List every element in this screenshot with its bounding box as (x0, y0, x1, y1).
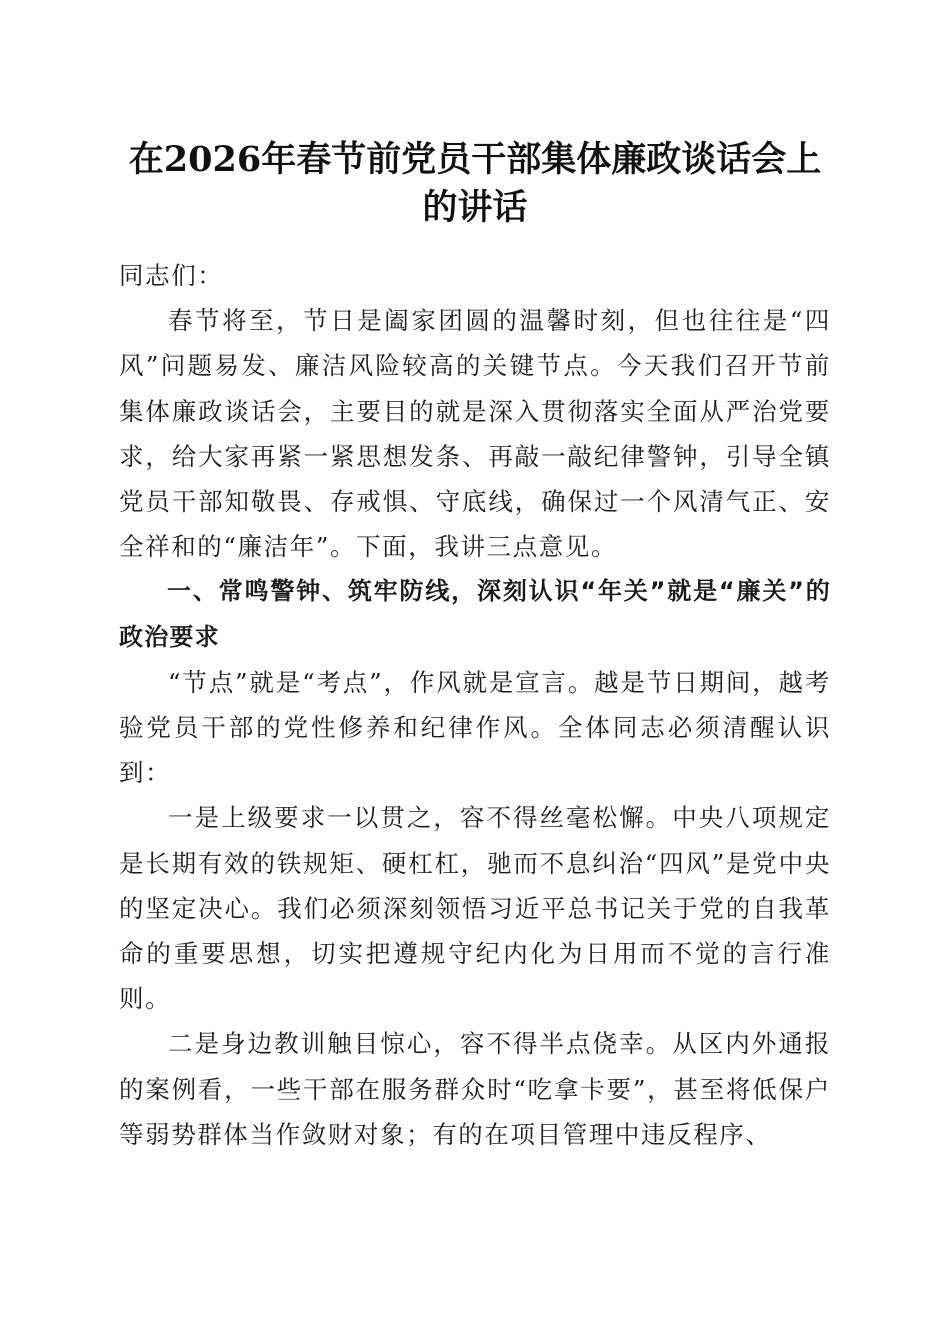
salutation: 同志们： (119, 261, 224, 290)
point-2-text: 从区内外通报的案例看，一些干部在服务群众时“吃拿卡要”，甚至将低保户等弱势群体当作敛财对象；有的在项目管理中违反程序、 (119, 1029, 831, 1149)
intro-paragraph: 春节将至，节日是阖家团圆的温馨时刻，但也往往是“四风”问题易发、廉洁风险较高的关键节点。今天我们召开节前集体廉政谈话会，主要目的就是深入贯彻落实全面从严治党要求，给大家再紧一紧思想发条、再敲一敲纪律警钟，引导全镇党员干部知敬畏、存戒惧、守底线，确保过一个风清气正、安全祥和的“廉洁年”。下面，我讲三点意见。 (119, 306, 831, 562)
document-title (115, 136, 835, 232)
title-line-1: 在2026年春节前党员干部集体廉政谈话会上 (128, 139, 822, 180)
point-1-paragraph (119, 795, 831, 1021)
point-2-paragraph (119, 1021, 831, 1157)
section-1-paragraph: “节点”就是“考点”，作风就是宣言。越是节日期间，越考验党员干部的党性修养和纪律作风。全体同志必须清醒认识到： (119, 667, 831, 788)
point-2-lead: 二是身边教训触目惊心，容不得半点侥幸。 (168, 1029, 673, 1059)
document-body (119, 253, 831, 1157)
title-line-2: 的讲话 (422, 187, 528, 228)
point-1-lead: 一是上级要求一以贯之，容不得丝毫松懈。 (168, 803, 673, 833)
section-1-heading: 一、常鸣警钟、筑牢防线，深刻认识“年关”就是“廉关”的政治要求 (119, 577, 831, 651)
point-1-text: 中央八项规定是长期有效的铁规矩、硬杠杠，驰而不息纠治“四风”是党中央的坚定决心。我们必须深刻领悟习近平总书记关于党的自我革命的重要思想，切实把遵规守纪内化为日用而不觉的言行准则。 (119, 803, 831, 1014)
